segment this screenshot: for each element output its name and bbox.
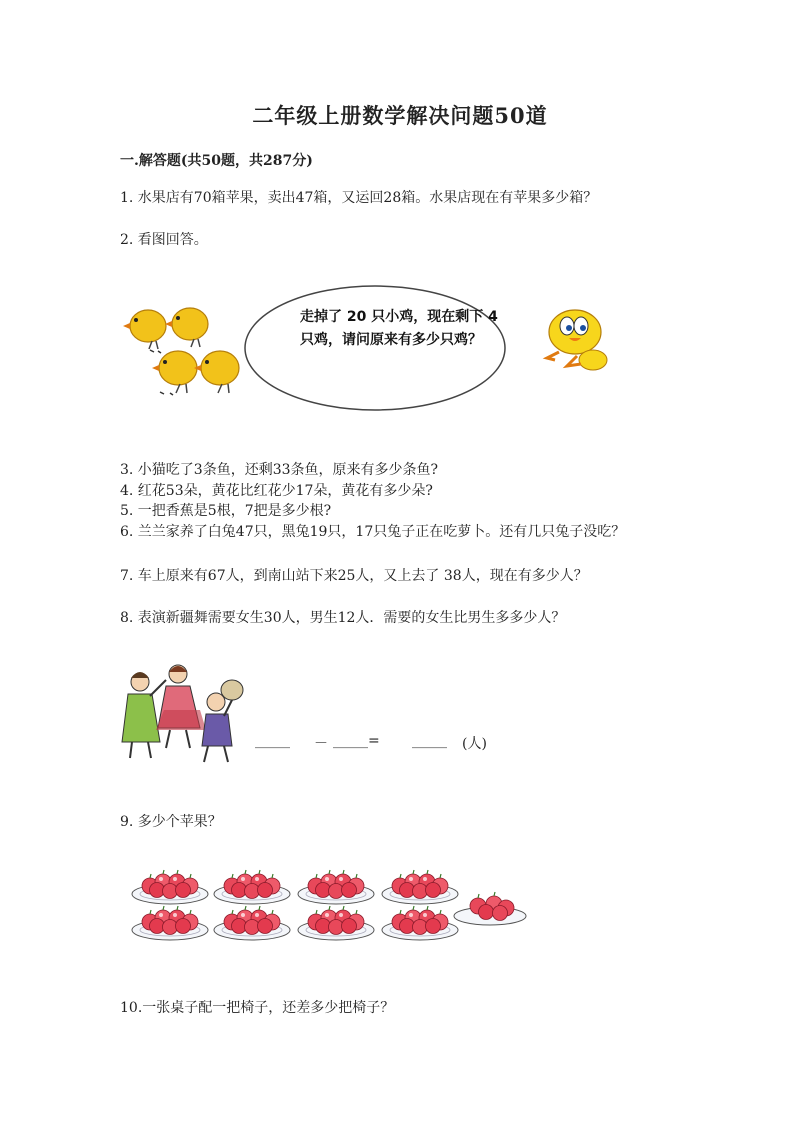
apple-plate-icon	[454, 892, 526, 925]
chick-icon	[152, 351, 197, 393]
apple-plate-icon	[132, 906, 208, 940]
apple-plate-icon	[382, 906, 458, 940]
apple-plate-icon	[132, 870, 208, 904]
q8-blank-1[interactable]: _____	[255, 733, 290, 749]
chicks-group-icon	[123, 308, 239, 395]
question-5: 5. 一把香蕉是5根，7把是多少根?	[120, 503, 332, 519]
section-heading: 一.解答题(共50题，共287分)	[120, 153, 313, 169]
q8-blank-3[interactable]: _____	[412, 733, 447, 749]
question-3: 3. 小猫吃了3条鱼，还剩33条鱼，原来有多少条鱼?	[120, 462, 439, 478]
chick-icon	[165, 308, 208, 347]
apple-plate-icon	[298, 906, 374, 940]
chick-icon	[123, 310, 166, 349]
question-9: 9. 多少个苹果？	[120, 814, 222, 830]
question-2: 2. 看图回答。	[120, 232, 208, 248]
chick-icon	[194, 351, 239, 393]
q8-minus: －	[314, 736, 328, 752]
q8-blank-2[interactable]: _____=	[333, 733, 380, 749]
question-1: 1. 水果店有70箱苹果，卖出47箱，又运回28箱。水果店现在有苹果多少箱？	[120, 190, 598, 206]
q8-unit: (人)	[462, 736, 487, 752]
apple-plates-illustration	[130, 860, 540, 960]
apple-plate-icon	[214, 906, 290, 940]
apple-plate-icon	[214, 870, 290, 904]
page-title: 二年级上册数学解决问题50道	[252, 103, 548, 128]
question-4: 4. 红花53朵，黄花比红花少17朵，黄花有多少朵?	[120, 483, 433, 499]
question-8: 8. 表演新疆舞需要女生30人，男生12人．需要的女生比男生多多少人？	[120, 610, 566, 626]
question-7: 7. 车上原来有67人，到南山站下来25人，又上去了 38人，现在有多少人？	[120, 568, 588, 584]
question-10: 10.一张桌子配一把椅子，还差多少把椅子？	[120, 1000, 395, 1016]
apple-plate-icon	[382, 870, 458, 904]
tweety-bird-icon	[547, 310, 607, 370]
dancers-icon	[120, 660, 250, 770]
apple-plate-icon	[298, 870, 374, 904]
question-6: 6. 兰兰家养了白兔47只，黑兔19只，17只兔子正在吃萝卜。还有几只兔子没吃？	[120, 524, 626, 540]
q2-bubble-text: 走掉了 20 只小鸡，现在剩下 4 只鸡，请问原来有多少只鸡？	[300, 309, 498, 348]
